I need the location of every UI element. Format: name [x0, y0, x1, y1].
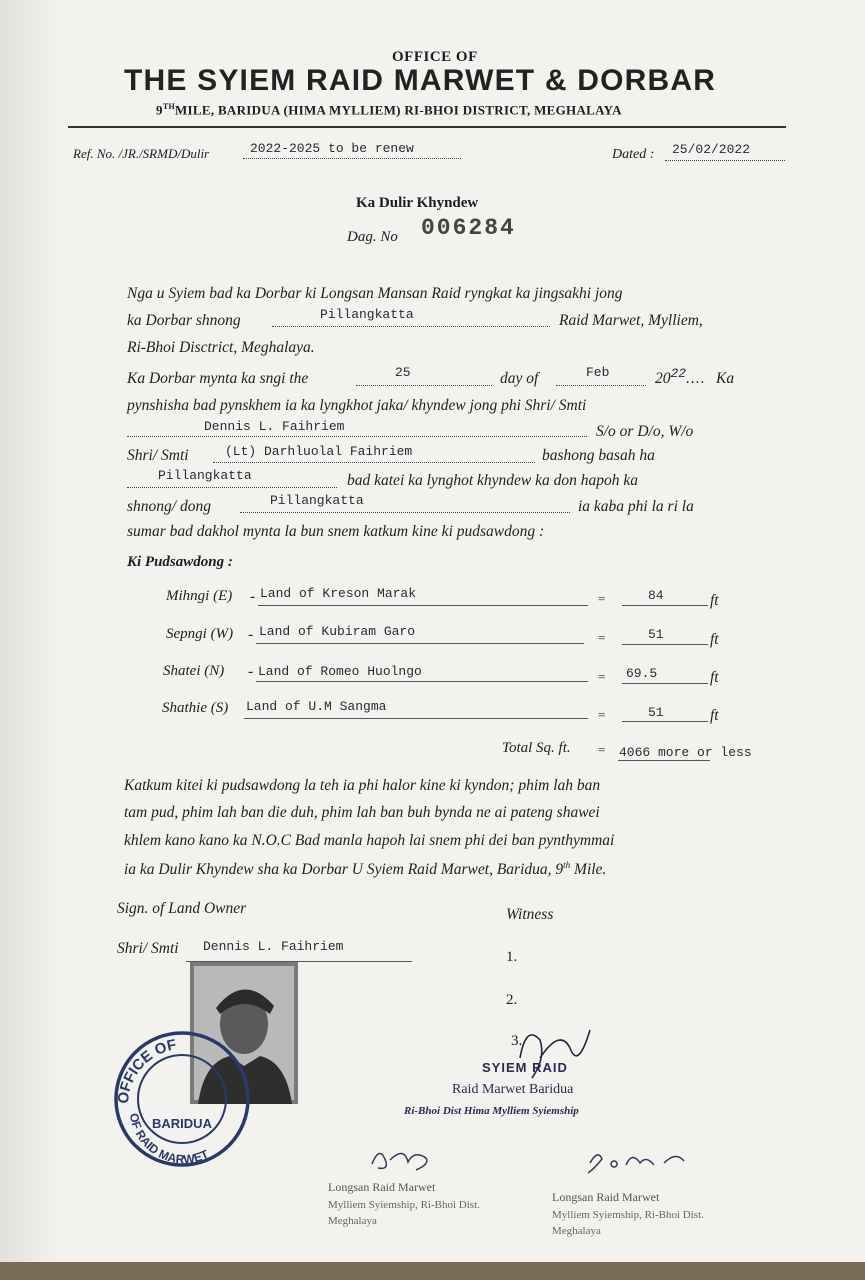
shnong-value: Pillangkatta: [320, 307, 414, 322]
boundary-value: 69.5: [626, 666, 658, 681]
boundary-equals: =: [598, 591, 606, 606]
owner-value: Dennis L. Faihriem: [204, 419, 345, 434]
para2-line6-post: ia kaba phi la ri la: [578, 498, 694, 515]
boundary-desc: Land of Romeo Huolngo: [258, 664, 422, 679]
boundary-value: 51: [648, 705, 664, 720]
owner-underline: [127, 436, 587, 437]
para2-line7: sumar bad dakhol mynta la bun snem katkum kine ki pudsawdong :: [127, 523, 545, 540]
ref-label: Ref. No. /JR./SRMD/Dulir: [73, 146, 210, 161]
dag-label: Dag. No: [347, 229, 398, 245]
witness-label: Witness: [506, 906, 554, 923]
month-underline: [556, 385, 646, 386]
left-stamp-line3: Meghalaya: [328, 1215, 377, 1227]
boundary-value-underline: [622, 644, 708, 645]
address-text: MILE, BARIDUA (HIMA MYLLIEM) RI-BHOI DISTRICT, MEGHALAYA: [174, 102, 622, 118]
dag-number: 006284: [421, 215, 516, 241]
right-official-signature: [584, 1145, 704, 1179]
owner-sign-label: Sign. of Land Owner: [117, 900, 247, 917]
boundary-unit: ft: [710, 631, 719, 648]
boundary-label: Shatei (N): [163, 663, 225, 679]
boundary-equals: =: [598, 707, 606, 722]
para3-line3: khlem kano kano ka N.O.C Bad manla hapoh lai snem phi dei ban pynthymmai: [124, 832, 615, 849]
right-stamp-line1: Longsan Raid Marwet: [552, 1190, 660, 1204]
para1-line3: Ri-Bhoi Disctrict, Meghalaya.: [127, 339, 315, 356]
pudsawdong-heading: Ki Pudsawdong :: [127, 554, 233, 570]
office-of-label: OFFICE OF: [392, 49, 478, 65]
day-value: 25: [395, 365, 411, 380]
seal-top-text: OFFICE OF: [114, 1036, 178, 1105]
boundary-label: Mihngi (E): [166, 588, 233, 604]
syiem-stamp-line2: Raid Marwet Baridua: [452, 1082, 574, 1097]
witness-1: 1.: [506, 949, 518, 965]
boundary-desc: Land of Kubiram Garo: [259, 624, 416, 639]
boundary-value-underline: [622, 683, 708, 684]
total-equals: =: [598, 742, 606, 757]
boundary-desc-underline: [244, 718, 588, 719]
right-stamp-line2: Mylliem Syiemship, Ri-Bhoi Dist.: [552, 1209, 704, 1221]
dated-underline: [665, 160, 785, 161]
father-underline: [213, 462, 535, 463]
boundary-unit: ft: [710, 592, 719, 609]
para3-line4-text: ia ka Dulir Khyndew sha ka Dorbar U Syiem Raid Marwet, Baridua, 9: [124, 861, 564, 879]
boundary-equals: =: [598, 630, 606, 645]
right-stamp-line3: Meghalaya: [552, 1225, 601, 1237]
dated-label: Dated :: [612, 147, 655, 162]
para2-line2: pynshisha bad pynskhem ia ka lyngkhot jaka/ khyndew jong phi Shri/ Smti: [127, 397, 587, 414]
table-surface: [0, 1262, 865, 1280]
dated-value: 25/02/2022: [672, 142, 751, 157]
boundary-value-underline: [622, 721, 708, 722]
boundary-dash: -: [248, 663, 254, 680]
boundary-value: 51: [648, 627, 664, 642]
boundary-desc-underline: [256, 681, 588, 682]
para1-line2-post: Raid Marwet, Mylliem,: [559, 312, 703, 329]
boundary-desc: Land of U.M Sangma: [246, 699, 387, 714]
place-underline: [127, 487, 337, 488]
address-sup: TH: [162, 102, 175, 111]
place-value: Pillangkatta: [158, 468, 252, 483]
svg-text:OFFICE OF: [115, 1036, 178, 1104]
total-value: 4066 more or less: [619, 745, 752, 760]
para3-line1: Katkum kitei ki pudsawdong la teh ia phi halor kine ki kyndon; phim lah ban: [124, 777, 601, 794]
ref-value: 2022-2025 to be renew: [250, 141, 414, 156]
para3-line4-sup: th: [563, 860, 571, 870]
syiem-stamp-line3: Ri-Bhoi Dist Hima Mylliem Syiemship: [404, 1105, 579, 1117]
father-value: (Lt) Darhluolal Faihriem: [225, 444, 413, 459]
boundary-desc-underline: [256, 643, 584, 644]
seal-mid-text: BARIDUA: [152, 1116, 212, 1131]
shnong-underline: [272, 326, 550, 327]
para2-line3-post: S/o or D/o, W/o: [596, 423, 694, 440]
boundary-equals: =: [598, 669, 606, 684]
boundary-value-underline: [622, 605, 708, 606]
para3-line4: [124, 860, 606, 879]
office-title: THE SYIEM RAID MARWET & DORBAR: [124, 64, 717, 97]
year-prefix: 20: [655, 370, 671, 387]
witness-3: 3.: [511, 1033, 523, 1049]
shri-label: Shri/ Smti: [117, 940, 179, 957]
para1-line1: Nga u Syiem bad ka Dorbar ki Longsan Mansan Raid ryngkat ka jingsakhi jong: [127, 285, 623, 302]
boundary-label: Sepngi (W): [166, 626, 234, 642]
left-stamp-line2: Mylliem Syiemship, Ri-Bhoi Dist.: [328, 1199, 480, 1211]
para2-line4-pre: Shri/ Smti: [127, 447, 189, 464]
day-underline: [356, 385, 492, 386]
para2-line1-post: Ka: [716, 370, 735, 387]
syiem-signature: [510, 1018, 600, 1090]
syiem-stamp-line1: SYIEM RAID: [482, 1060, 568, 1075]
boundary-dash: -: [250, 588, 256, 605]
para2-line4-post: bashong basah ha: [542, 447, 655, 464]
year-value: 22: [670, 366, 687, 381]
para2-line1-pre: Ka Dorbar mynta ka sngi the: [127, 370, 309, 387]
office-address: [156, 102, 622, 118]
sign-owner-name: Dennis L. Faihriem: [203, 939, 344, 954]
left-stamp-line1: Longsan Raid Marwet: [328, 1180, 436, 1194]
witness-2: 2.: [506, 992, 518, 1008]
para3-line4-post: Mile.: [570, 861, 607, 879]
seal-bottom-text: OF RAID MARWET: [126, 1112, 211, 1167]
boundary-desc: Land of Kreson Marak: [260, 586, 417, 601]
dong-value: Pillangkatta: [270, 493, 364, 508]
boundary-value: 84: [648, 588, 664, 603]
header-rule: [68, 126, 786, 128]
boundary-desc-underline: [258, 605, 588, 606]
ref-underline: [243, 158, 461, 159]
boundary-label: Shathie (S): [162, 700, 229, 716]
address-number: 9: [156, 102, 163, 118]
para2-line5-post: bad katei ka lynghot khyndew ka don hapoh ka: [347, 472, 638, 489]
office-seal-stamp: [108, 1024, 256, 1174]
para2-line6-pre: shnong/ dong: [127, 498, 211, 515]
document-heading: Ka Dulir Khyndew: [356, 195, 479, 211]
dong-underline: [240, 512, 570, 513]
boundary-unit: ft: [710, 669, 719, 686]
boundary-unit: ft: [710, 707, 719, 724]
para2-line1-mid: day of: [500, 370, 539, 387]
para1-line2-pre: ka Dorbar shnong: [127, 312, 241, 329]
month-value: Feb: [586, 365, 610, 380]
boundary-dash: -: [248, 626, 254, 643]
para3-line2: tam pud, phim lah ban die duh, phim lah ban buh bynda ne ai pateng shawei: [124, 804, 600, 821]
total-label: Total Sq. ft.: [502, 740, 571, 756]
year-field: $20^{22}$....: [655, 366, 706, 387]
total-underline: [618, 760, 710, 761]
left-official-signature: [368, 1142, 438, 1176]
